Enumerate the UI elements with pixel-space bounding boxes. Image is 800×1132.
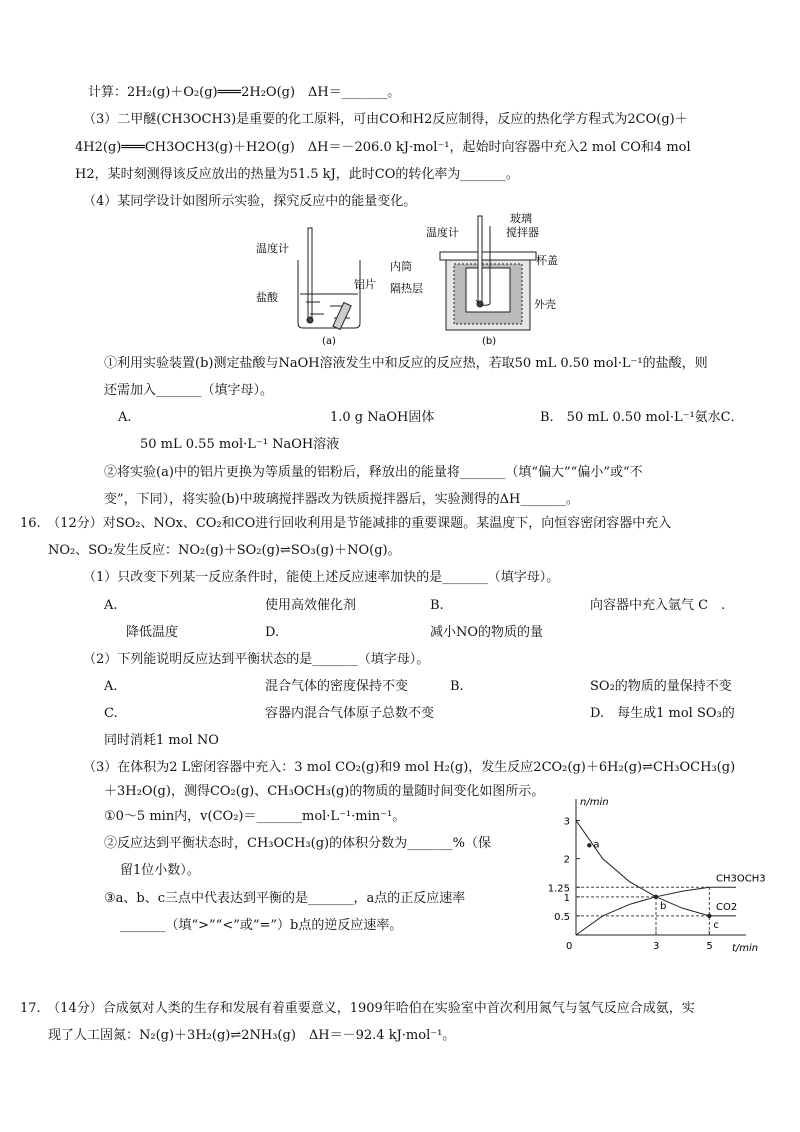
y-tick-label: 1 xyxy=(563,892,570,904)
q16-3-1: ①0～5 min内，v(CO₂)＝_______mol·L⁻¹·min⁻¹。 xyxy=(104,809,406,824)
x-axis-label: t/min xyxy=(732,943,759,954)
label-thermometer-a: 温度计 xyxy=(256,242,289,255)
q4-1-line2: 还需加入_______（填字母）。 xyxy=(104,383,274,398)
point-label-b: b xyxy=(660,900,667,912)
q3-line1: （3）二甲醚(CH3OCH3)是重要的化工原料，可由CO和H2反应制得，反应的热化学方程式为2CO(g)＋ xyxy=(83,112,688,127)
y-tick-label: 2 xyxy=(563,854,570,866)
q16-2-stem: （2）下列能说明反应达到平衡状态的是_______（填字母）。 xyxy=(83,652,430,667)
q16-3-line2: ＋3H₂O(g)，测得CO₂(g)、CH₃OCH₃(g)的物质的量随时间变化如图所示。 xyxy=(104,784,545,799)
q16-2-a-text: 混合气体的密度保持不变 xyxy=(265,679,409,694)
caption-a: (a) xyxy=(322,336,336,347)
q16-1-d-letter: D. xyxy=(265,625,280,640)
q16-line1: 16. （12分）对SO₂、NOx、CO₂和CO进行回收利用是节能减排的重要课题。某温度下，向恒容密闭容器中充入 xyxy=(20,516,672,531)
label-shell: 外壳 xyxy=(534,298,556,311)
beaker-a xyxy=(298,228,360,329)
option-c-text: 50 mL 0.55 mol·L⁻¹ NaOH溶液 xyxy=(140,437,340,452)
q16-1-b-letter: B. xyxy=(430,598,444,613)
q4-1-line1: ①利用实验装置(b)测定盐酸与NaOH溶液发生中和反应的反应热，若取50 mL 0.50 mol·L⁻¹的盐酸，则 xyxy=(104,356,708,371)
label-acid: 盐酸 xyxy=(256,291,278,304)
option-a-letter: A. xyxy=(118,410,132,425)
q16-line2: NO₂、SO₂发生反应：NO₂(g)＋SO₂(g)⇌SO₃(g)＋NO(g)。 xyxy=(48,543,401,558)
x-tick-label: 3 xyxy=(653,941,660,952)
label-thermometer-b: 温度计 xyxy=(426,226,459,239)
q4-intro: （4）某同学设计如图所示实验，探究反应中的能量变化。 xyxy=(83,194,417,209)
y-tick-label: 1.25 xyxy=(547,883,570,895)
q4-2-line2: 变”，下同），将实验(b)中玻璃搅拌器改为铁质搅拌器后，实验测得的ΔH_______。 xyxy=(104,492,579,507)
point-b xyxy=(654,895,658,899)
q16-1-b-text: 向容器中充入氩气 C . xyxy=(590,598,726,613)
q16-1-a-text: 使用高效催化剂 xyxy=(265,598,357,613)
point-a xyxy=(587,843,591,847)
q16-2-d-cont: 同时消耗1 mol NO xyxy=(104,733,219,748)
mole-time-chart xyxy=(540,795,770,955)
x-tick-label: 5 xyxy=(706,941,713,952)
option-b-text: B. 50 mL 0.50 mol·L⁻¹氨水C． xyxy=(540,410,744,425)
y-axis-label: n/min xyxy=(580,797,609,808)
q16-1-a-letter: A. xyxy=(104,598,118,613)
label-lid: 杯盖 xyxy=(536,254,558,267)
q3-line3: H2，某时刻测得该反应放出的热量为51.5 kJ，此时CO的转化率为_______。 xyxy=(75,167,519,182)
q16-2-b-letter: B. xyxy=(450,679,464,694)
q3-line2: 4H2(g)═══CH3OCH3(g)＋H2O(g) ΔH＝－206.0 kJ·mol⁻¹，起始时向容器中充入2 mol CO和4 mol xyxy=(75,140,691,155)
q16-3-2-line1: ②反应达到平衡状态时，CH₃OCH₃(g)的体积分数为_______%（保 xyxy=(104,836,491,851)
label-al: 铝片 xyxy=(354,278,376,291)
q16-2-c-text: 容器内混合气体原子总数不变 xyxy=(265,706,435,721)
label-stirrer-2: 搅拌器 xyxy=(506,226,539,239)
caption-b: (b) xyxy=(482,336,497,347)
label-stirrer-1: 玻璃 xyxy=(510,212,532,225)
q16-2-a-letter: A. xyxy=(104,679,118,694)
option-a-text: 1.0 g NaOH固体 xyxy=(330,410,435,425)
series-line-co2 xyxy=(576,820,736,915)
q16-3-line1: （3）在体积为2 L密闭容器中充入：3 mol CO₂(g)和9 mol H₂(g)，发生反应2CO₂(g)＋6H₂(g)⇌CH₃OCH₃(g) xyxy=(83,760,736,775)
point-label-a: a xyxy=(593,839,600,851)
q16-1-c-text: 降低温度 xyxy=(126,625,179,640)
q4-2-line1: ②将实验(a)中的铝片更换为等质量的铝粉后，释放出的能量将_______（填“偏大”“偏小”或“不 xyxy=(104,465,643,480)
series-label-ch3och3: CH3OCH3 xyxy=(716,873,766,885)
series-label-co2: CO2 xyxy=(716,901,738,913)
apparatus-figure xyxy=(250,208,570,348)
q16-1-stem: （1）只改变下列某一反应条件时，能使上述反应速率加快的是_______（填字母）。 xyxy=(83,570,560,585)
calc-line: 计算：2H₂(g)＋O₂(g)═══2H₂O(g) ΔH＝_______。 xyxy=(88,85,401,100)
point-c xyxy=(707,914,711,918)
label-insulation: 隔热层 xyxy=(390,282,423,295)
q16-2-d-text: D. 每生成1 mol SO₃的 xyxy=(590,706,735,721)
label-inner: 内筒 xyxy=(390,260,412,273)
q16-2-c-letter: C. xyxy=(104,706,118,721)
q16-3-3-line2: _______（填“>”“<”或“=”）b点的逆反应速率。 xyxy=(120,918,403,933)
y-tick-label: 3 xyxy=(563,816,570,828)
q17-line1: 17. （14分）合成氨对人类的生存和发展有着重要意义，1909年哈伯在实验室中首次利用氮气与氢气反应合成氨，实 xyxy=(20,1001,695,1016)
q16-3-2-line2: 留1位小数）。 xyxy=(120,863,200,878)
q16-2-b-text: SO₂的物质的量保持不变 xyxy=(590,679,732,694)
q16-3-3-line1: ③a、b、c三点中代表达到平衡的是_______，a点的正反应速率 xyxy=(104,891,466,906)
point-label-c: c xyxy=(713,919,719,931)
q16-1-d-text: 减小NO的物质的量 xyxy=(430,625,544,640)
q17-line2: 现了人工固氮：N₂(g)＋3H₂(g)⇌2NH₃(g) ΔH＝－92.4 kJ·mol⁻¹。 xyxy=(48,1028,456,1043)
y-tick-label: 0.5 xyxy=(554,911,570,923)
origin-label: 0 xyxy=(566,941,573,952)
